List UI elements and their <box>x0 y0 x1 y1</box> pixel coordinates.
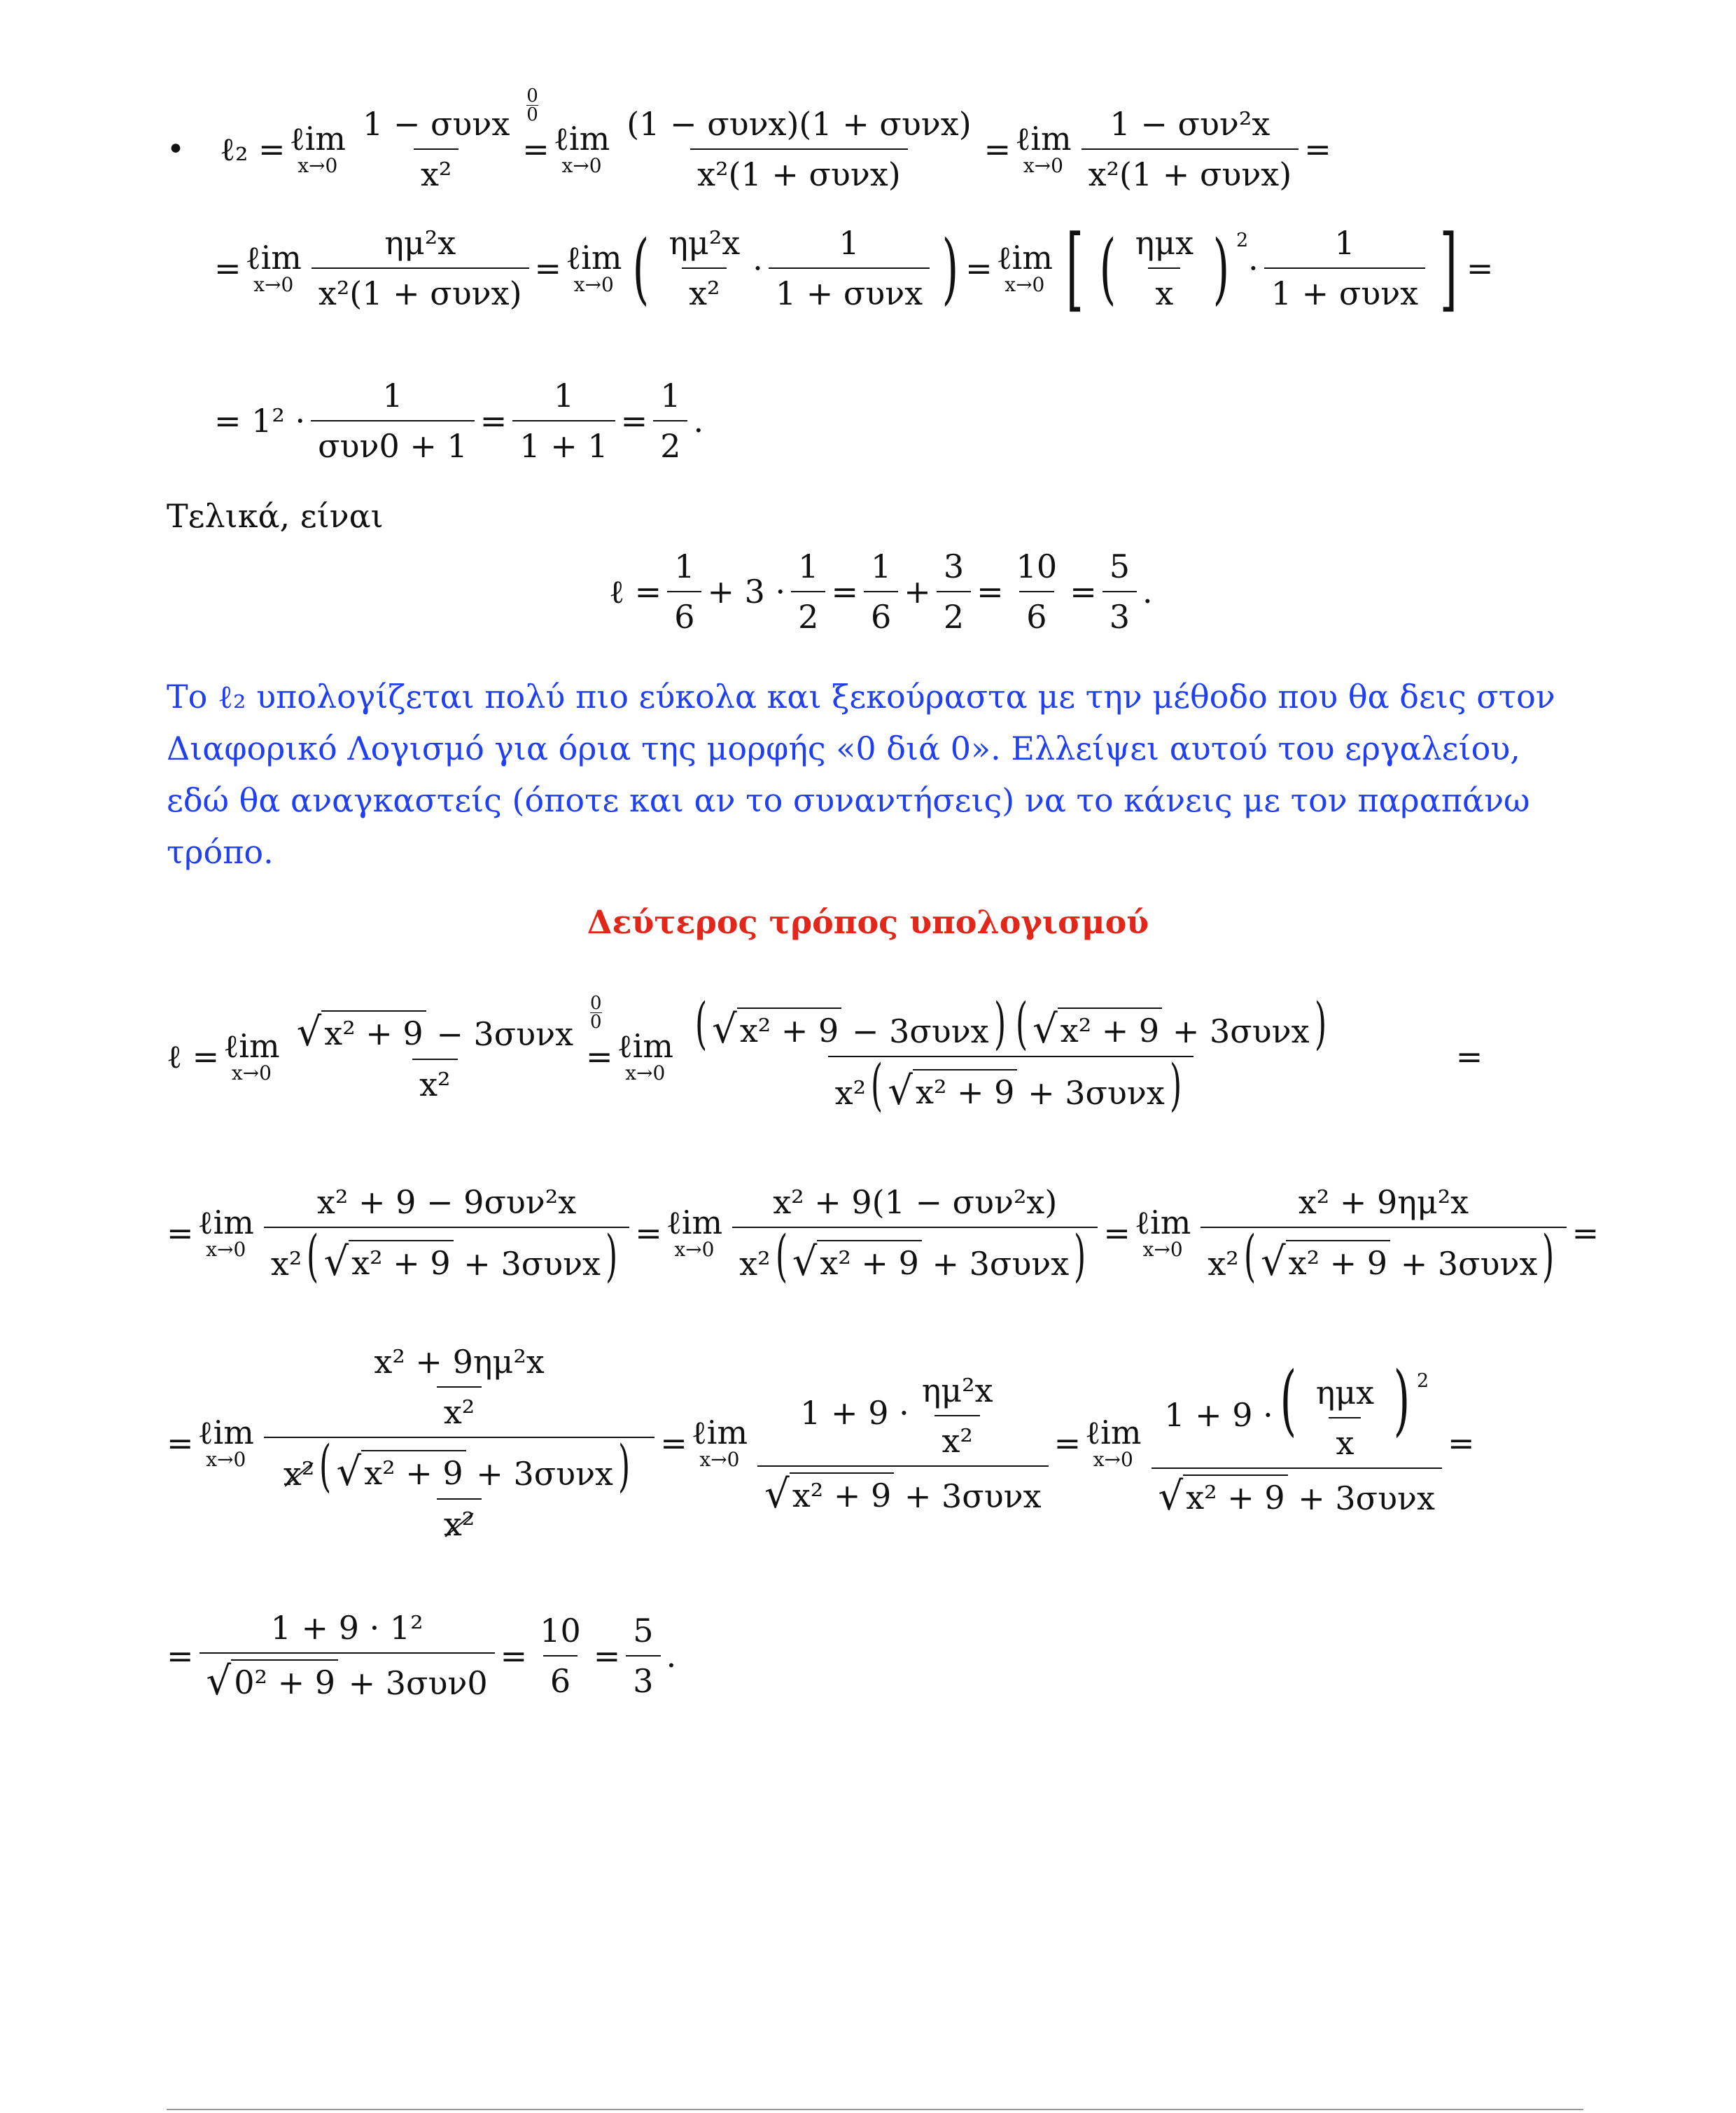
equals-sign: = <box>1455 1038 1483 1075</box>
fraction: ( √ x² + 9 − 3συνx) ( √ x² + 9 + 3συνx) x²( √ x² + 9 + 3συνx) <box>694 991 1326 1117</box>
fraction: $\frac{\text{1 − συν²x}}{\text{x²(1 + συνx)}}$ <box>1082 105 1299 193</box>
one-squared-times: = 1² · <box>214 402 306 440</box>
equals-sign: = <box>534 249 562 287</box>
plus-sign: + <box>904 573 931 611</box>
fraction: $\frac{1}{6}$ <box>864 548 898 636</box>
plus-three-times: + 3 · <box>707 573 786 611</box>
equals-sign: = <box>965 249 993 287</box>
right-paren: ) <box>1212 223 1230 313</box>
left-paren: ( <box>1099 223 1116 313</box>
right-paren: ) <box>941 223 959 313</box>
section-heading: Δεύτερος τρόπος υπολογισμού <box>587 903 1149 941</box>
limit-operator: ℓim x→0 <box>1085 1414 1142 1471</box>
fraction: x² + 9 − 9συν²x x²( √ x² + 9 + 3συνx) <box>264 1183 629 1283</box>
limit-operator: ℓim x→0 <box>1015 120 1072 177</box>
cancelled-x-squared: x² <box>283 1455 315 1493</box>
equals-sign: = <box>620 402 648 440</box>
equation-row-6 <box>167 1183 1600 1288</box>
equation-row-5 <box>167 991 1483 1117</box>
fraction: $\frac{1}{2}$ <box>791 548 825 636</box>
equation-row-1 <box>167 85 1331 193</box>
equals-sign: = <box>635 1214 662 1252</box>
limit-operator: ℓim x→0 <box>553 120 610 177</box>
equals-sign: = <box>593 1636 621 1675</box>
equation-row-3 <box>214 377 704 465</box>
blue-note-line-3: εδώ θα αναγκαστείς (όποτε και αν το συναντήσεις) να το κάνεις με τον παραπάνω <box>167 781 1530 819</box>
equals-sign: = <box>167 1636 194 1675</box>
fraction: $\frac{1}{\text{συν0 + 1}}$ <box>311 377 475 465</box>
right-bracket: ] <box>1439 215 1458 321</box>
equals-sign: = <box>976 573 1004 611</box>
fraction: $\frac{\text{ημ²x}}{\text{x²}}$ <box>668 224 741 312</box>
fraction: $\frac{1}{1 + 1}$ <box>512 377 615 465</box>
exponent: 2 <box>1236 229 1249 251</box>
equation-row-8 <box>167 1609 676 1702</box>
multiply-dot: · <box>752 249 763 287</box>
equals-sign: = <box>1447 1424 1475 1462</box>
equals-sign: = <box>479 402 507 440</box>
bullet: • <box>167 131 185 167</box>
equals-sign: = <box>167 1424 194 1462</box>
fraction: $\frac{1}{\text{1 + συνx}}$ <box>769 224 930 312</box>
equals-zero-over-zero: 0 0 = <box>522 85 550 168</box>
fraction: $\frac{\text{ημ²x}}{\text{x²(1 + συνx)}}$ <box>312 224 529 312</box>
equals-sign: = <box>983 130 1011 168</box>
compound-fraction: $\frac{\text{x² + 9ημ²x}}{\text{x²}}$ x²( √ x² + 9 + 3συνx) x² <box>264 1343 654 1543</box>
left-paren: ( <box>633 223 650 313</box>
equals-sign: = <box>660 1424 687 1462</box>
equation-row-2 <box>214 215 1494 321</box>
left-bracket: [ <box>1065 215 1084 321</box>
limit-operator: ℓim x→0 <box>691 1414 748 1471</box>
equals-sign: = <box>1070 573 1097 611</box>
equals-sign: = <box>167 1214 194 1252</box>
equals-sign: = <box>1103 1214 1130 1252</box>
limit-operator: ℓim x→0 <box>1134 1204 1191 1261</box>
fraction: √ x² + 9 − 3συνx x² <box>296 1009 574 1103</box>
multiply-dot: · <box>1248 249 1259 287</box>
ell-lhs: ℓ = <box>167 1038 220 1075</box>
fraction: $\frac{1}{\text{1 + συνx}}$ <box>1264 224 1425 312</box>
period: . <box>693 402 704 440</box>
blue-note-line-1: Το ℓ₂ υπολογίζεται πολύ πιο εύκολα και ξεκούραστα με την μέθοδο που θα δεις στον <box>167 678 1555 716</box>
fraction: $\frac{\text{ημx}}{x}$ <box>1135 224 1194 312</box>
fraction: $\frac{1}{6}$ <box>667 548 701 636</box>
equals-sign: = <box>1304 130 1331 168</box>
equals-sign: = <box>1054 1424 1082 1462</box>
ell2-lhs: ℓ₂ = <box>219 130 286 168</box>
fraction: 1 + 9 · $\frac{\text{ημ²x}}{\text{x²}}$ √ x² + 9 + 3συνx <box>757 1372 1048 1515</box>
blue-note-line-4: τρόπο. <box>167 833 274 871</box>
fraction: $\frac{1}{2}$ <box>653 377 687 465</box>
fraction: $\frac{10}{6}$ <box>1016 548 1058 636</box>
finally-text: Τελικά, είναι <box>167 497 384 535</box>
fraction: $\frac{5}{3}$ <box>1102 548 1137 636</box>
fraction: 1 + 9 · 1² √ 0² + 9 + 3συν0 <box>200 1609 495 1702</box>
limit-operator: ℓim x→0 <box>197 1204 254 1261</box>
equation-row-4 <box>609 548 1153 636</box>
cancelled-x-squared: x² <box>443 1505 475 1543</box>
blue-note-line-2: Διαφορικό Λογισμό για όρια της μορφής «0 διά 0». Ελλείψει αυτού του εργαλείου, <box>167 730 1520 767</box>
fraction: x² + 9ημ²x x²( √ x² + 9 + 3συνx) <box>1200 1183 1566 1283</box>
limit-operator: ℓim x→0 <box>197 1414 254 1471</box>
period: . <box>666 1636 677 1675</box>
equals-sign: = <box>1572 1214 1600 1252</box>
equals-sign: = <box>1466 249 1494 287</box>
limit-operator: ℓim x→0 <box>617 1027 673 1085</box>
fraction: $\frac{5}{3}$ <box>626 1612 660 1700</box>
ell-lhs: ℓ = <box>609 573 662 611</box>
equals-sign: = <box>214 249 241 287</box>
fraction: 1 + 9 ·( $\frac{\text{ημx}}{x}$ ) $^2$ √ x² + 9 + 3συνx <box>1152 1369 1442 1517</box>
fraction: $\frac{\text{1 − συνx}}{\text{x²}}$ <box>362 105 510 193</box>
period: . <box>1142 573 1153 611</box>
fraction: $\frac{\text{(1 − συνx)(1 + συνx)}}{\text{x²(1 + συνx)}}$ <box>626 105 972 193</box>
limit-operator: ℓim x→0 <box>223 1027 280 1085</box>
limit-operator: ℓim x→0 <box>566 239 622 296</box>
equals-sign: = <box>500 1636 528 1675</box>
fraction: x² + 9(1 − συν²x) x²( √ x² + 9 + 3συνx) <box>732 1183 1098 1283</box>
equals-sign: = <box>831 573 858 611</box>
equals-zero-over-zero: 0 0 = <box>586 993 613 1075</box>
footer-rule <box>167 2109 1583 2110</box>
limit-operator: ℓim x→0 <box>289 120 346 177</box>
equation-row-7 <box>167 1343 1475 1543</box>
limit-operator: ℓim x→0 <box>666 1204 723 1261</box>
fraction: $\frac{10}{6}$ <box>540 1611 581 1700</box>
fraction: $\frac{3}{2}$ <box>937 548 971 636</box>
limit-operator: ℓim x→0 <box>996 239 1054 296</box>
limit-operator: ℓim x→0 <box>245 239 302 296</box>
